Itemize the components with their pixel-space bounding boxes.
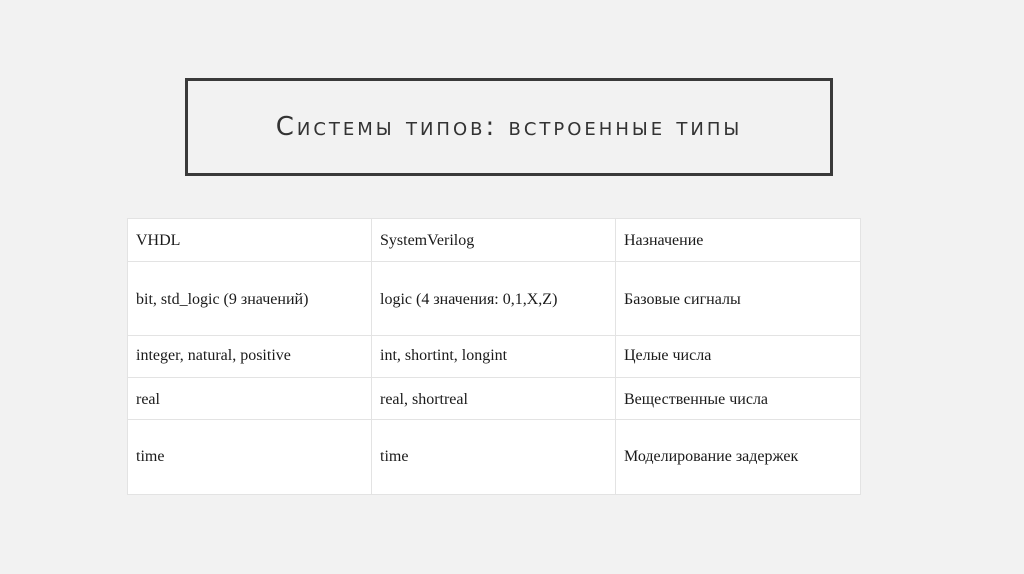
table-cell: bit, std_logic (9 значений) <box>128 262 372 336</box>
table-cell: logic (4 значения: 0,1,X,Z) <box>372 262 616 336</box>
table-cell: real <box>128 378 372 420</box>
table-cell: real, shortreal <box>372 378 616 420</box>
types-table-container <box>127 218 860 495</box>
table-cell: int, shortint, longint <box>372 336 616 378</box>
table-row <box>128 262 861 336</box>
types-table <box>127 218 861 495</box>
header-cell-systemverilog: SystemVerilog <box>372 219 616 262</box>
table-row <box>128 420 861 495</box>
table-cell: Целые числа <box>616 336 861 378</box>
table-header-row <box>128 219 861 262</box>
table-cell: time <box>372 420 616 495</box>
table-cell: Моделирование задержек <box>616 420 861 495</box>
table-row <box>128 378 861 420</box>
header-cell-vhdl: VHDL <box>128 219 372 262</box>
table-cell: Базовые сигналы <box>616 262 861 336</box>
table-row <box>128 336 861 378</box>
title-box <box>185 78 833 176</box>
table-cell: integer, natural, positive <box>128 336 372 378</box>
table-cell: Вещественные числа <box>616 378 861 420</box>
header-cell-purpose: Назначение <box>616 219 861 262</box>
table-cell: time <box>128 420 372 495</box>
slide-title: Системы типов: встроенные типы <box>275 112 743 142</box>
